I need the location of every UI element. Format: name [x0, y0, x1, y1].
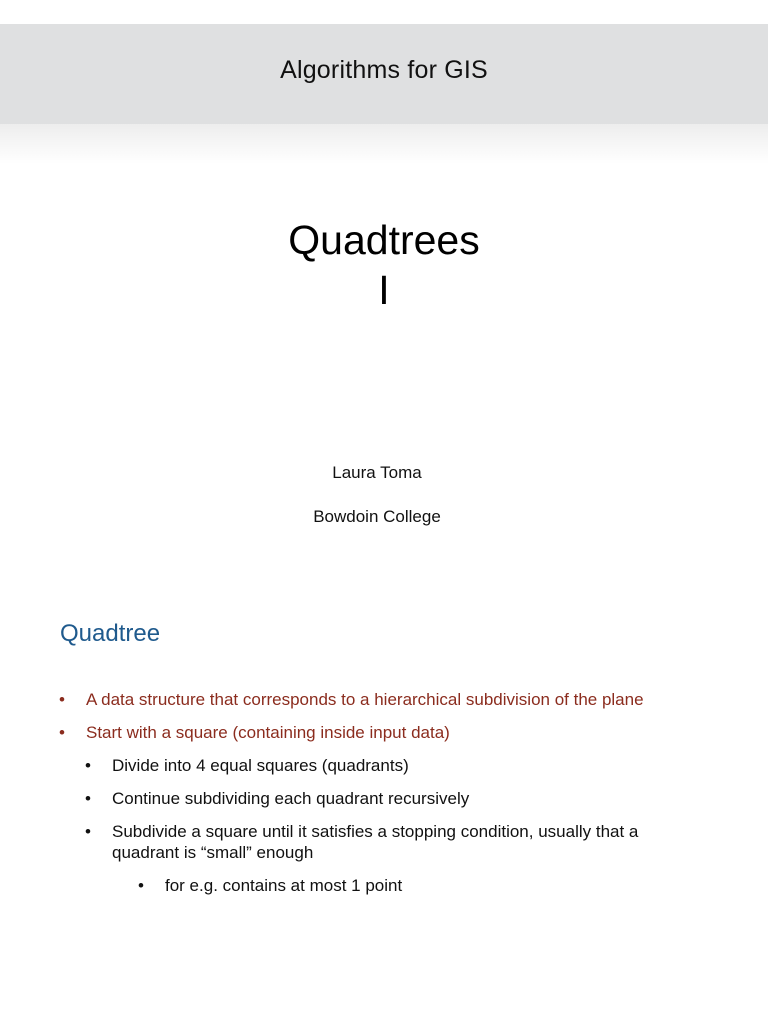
bullet-text: A data structure that corresponds to a hierarchical subdivision of the plane [86, 690, 644, 709]
bullet-item [85, 788, 702, 809]
header-shadow [0, 124, 768, 164]
bullet-item [138, 875, 705, 896]
header-title: Algorithms for GIS [280, 56, 488, 84]
bullet-text: Continue subdividing each quadrant recursively [112, 789, 470, 808]
bullet-dot: • [85, 822, 91, 841]
bullet-dot: • [85, 789, 91, 808]
slide-title: Quadtrees [288, 217, 480, 263]
bullet-text: Start with a square (containing inside input data) [86, 723, 450, 742]
bullet-text: for e.g. contains at most 1 point [165, 876, 403, 895]
bullet-item [59, 722, 726, 743]
author-name: Laura Toma [332, 463, 422, 482]
bullet-item [85, 821, 702, 863]
author-affiliation: Bowdoin College [313, 507, 441, 526]
bullet-item [59, 689, 726, 710]
bullet-dot: • [85, 756, 91, 775]
bullet-item [85, 755, 702, 776]
slide-subtitle: I [378, 267, 390, 313]
bullet-text: Divide into 4 equal squares (quadrants) [112, 756, 409, 775]
bullet-text: Subdivide a square until it satisfies a stopping condition, usually that a quadrant is “small” enough [112, 822, 639, 862]
bullet-dot: • [59, 723, 65, 742]
section-heading: Quadtree [60, 620, 161, 647]
bullet-dot: • [138, 876, 144, 895]
bullet-dot: • [59, 690, 65, 709]
